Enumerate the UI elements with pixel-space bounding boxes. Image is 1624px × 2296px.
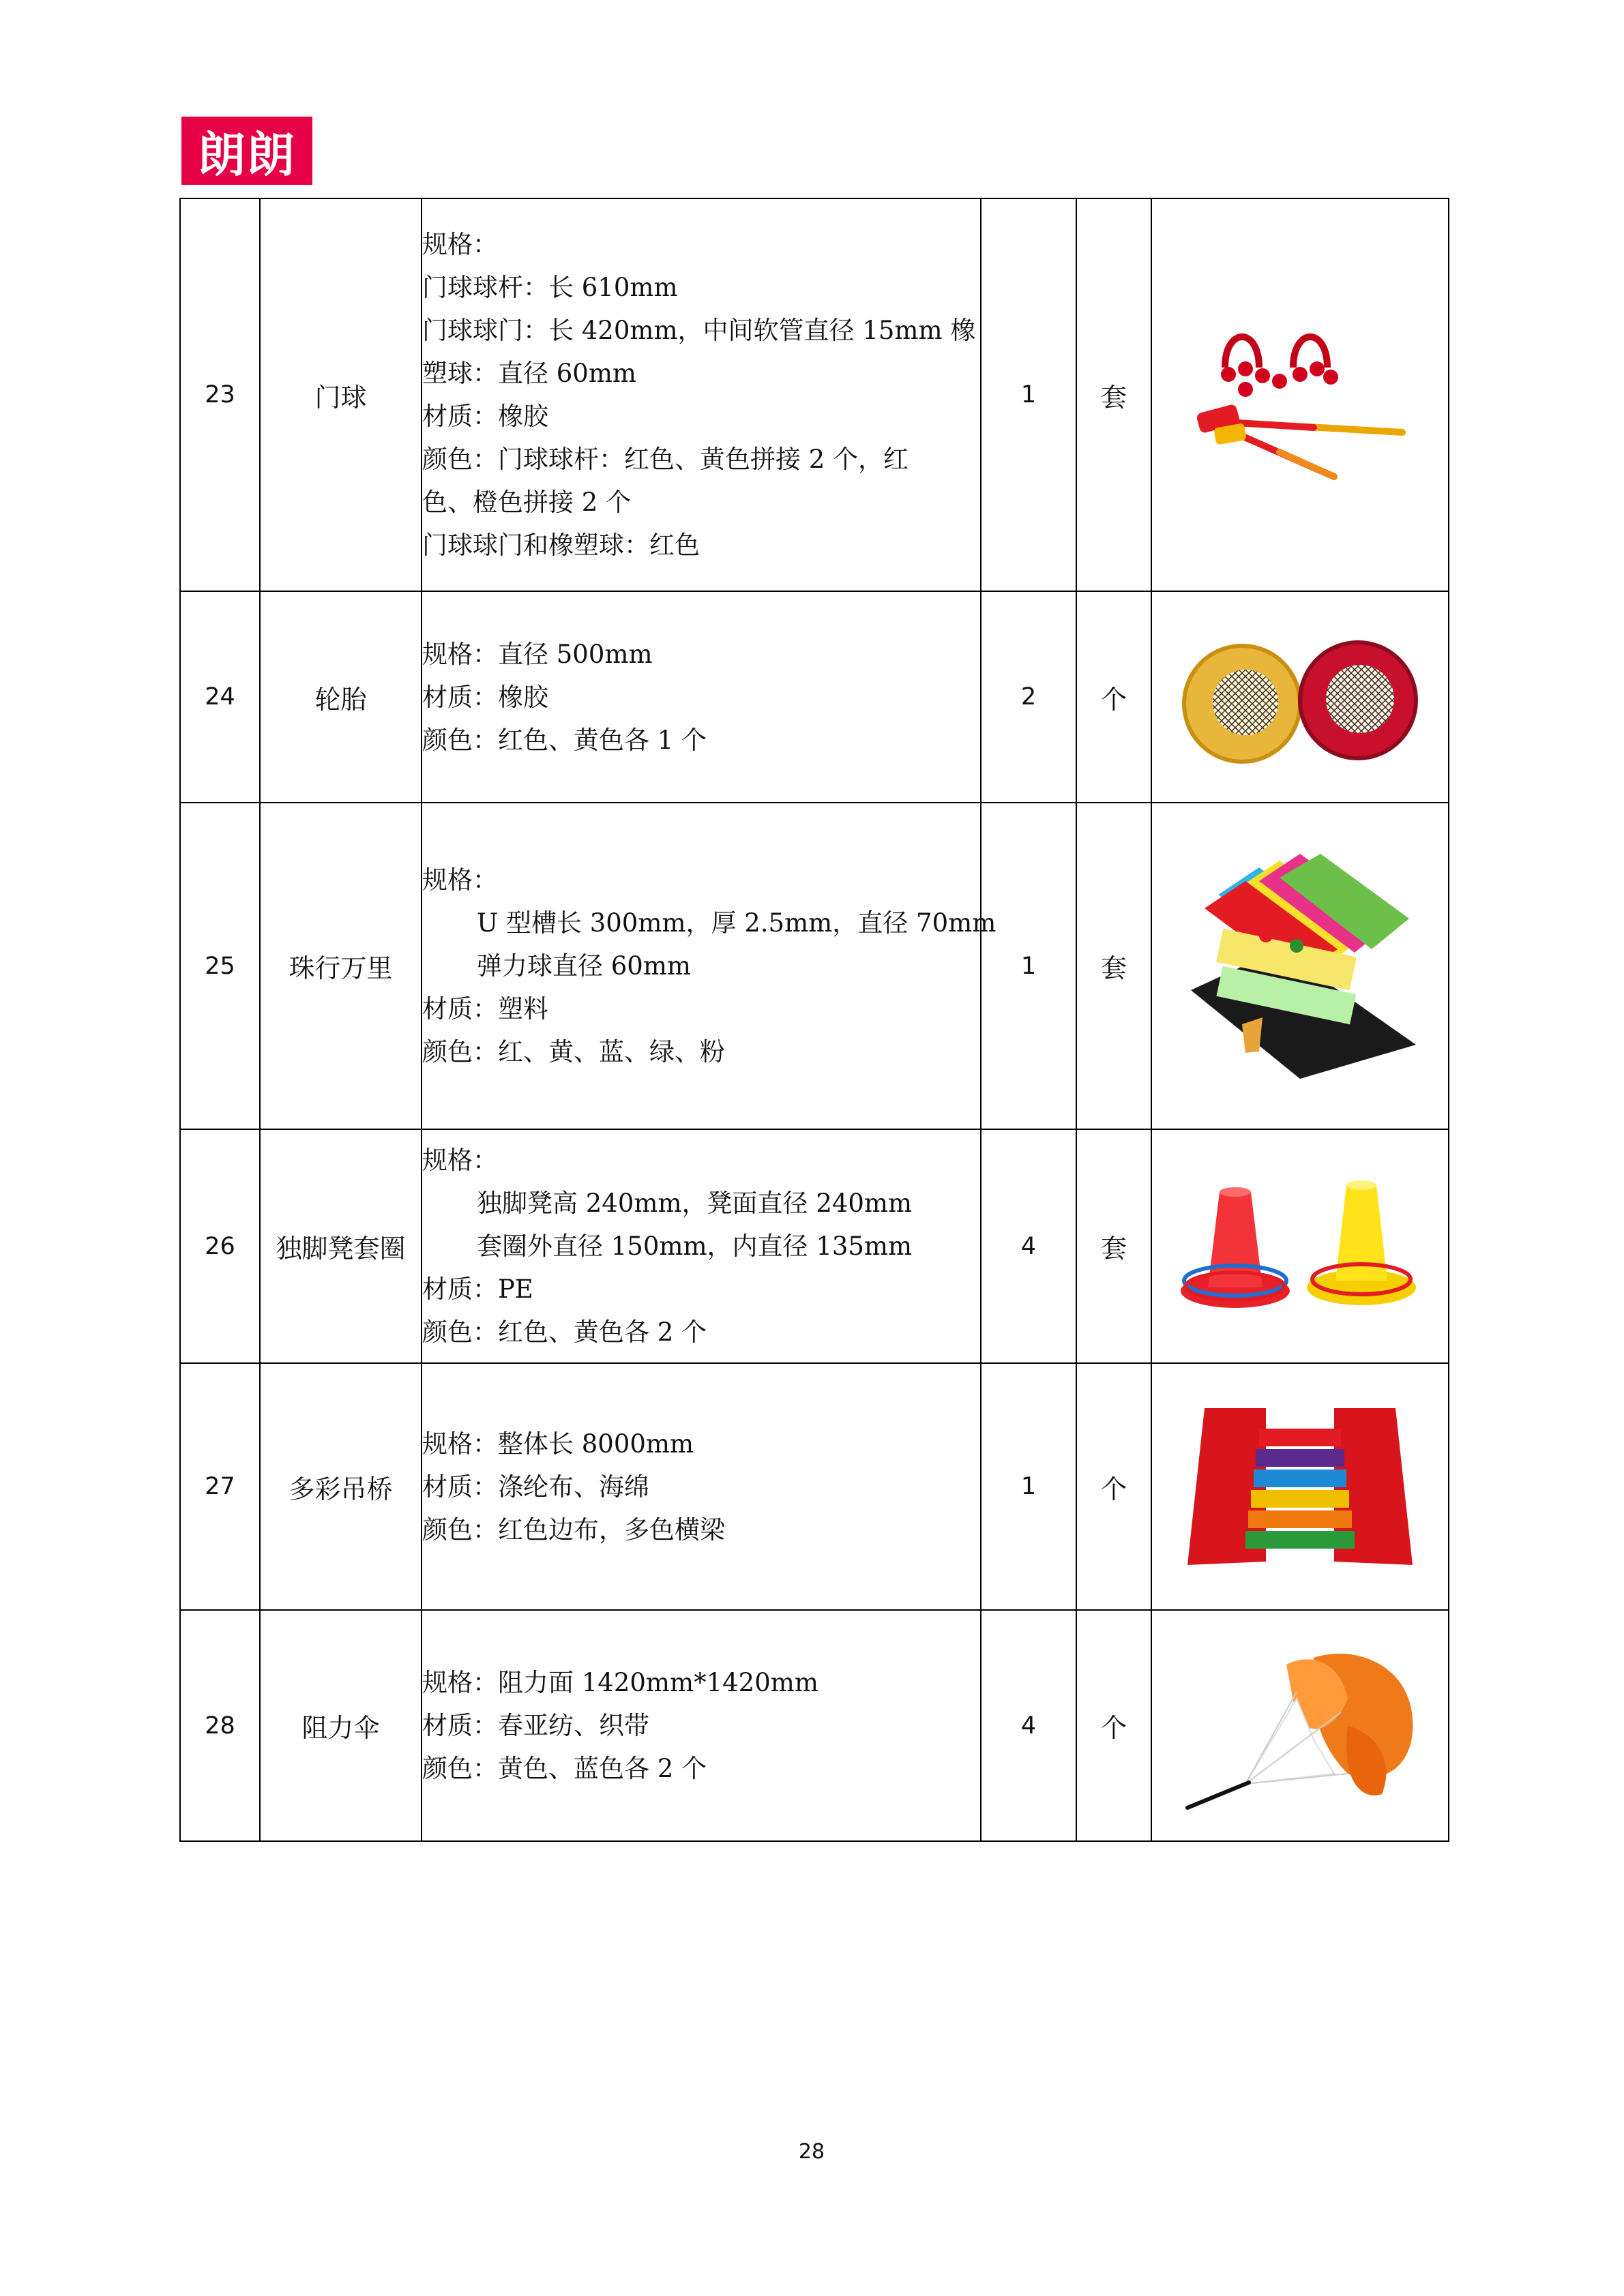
item-image-cell — [1151, 1610, 1449, 1841]
description-line: 颜色：门球球杆：红色、黄色拼接 2 个，红 — [422, 445, 909, 474]
item-name: 门球 — [260, 198, 422, 591]
description-line: 材质：PE — [422, 1274, 533, 1304]
description-line: 规格：直径 500mm — [422, 639, 653, 669]
item-quantity: 1 — [981, 198, 1076, 591]
item-quantity: 4 — [981, 1610, 1076, 1841]
table-row — [180, 198, 1449, 591]
description-line: 颜色：黄色、蓝色各 2 个 — [422, 1754, 707, 1783]
item-description — [422, 591, 981, 803]
item-description — [422, 1363, 981, 1610]
item-name: 珠行万里 — [260, 803, 422, 1129]
item-quantity: 2 — [981, 591, 1076, 803]
item-unit: 个 — [1076, 591, 1151, 803]
item-description — [422, 1129, 981, 1363]
description-line: 颜色：红色边布，多色横梁 — [422, 1515, 725, 1545]
item-quantity: 4 — [981, 1129, 1076, 1363]
description-line: 独脚凳高 240mm，凳面直径 240mm — [477, 1189, 913, 1218]
description-line: 颜色：红色、黄色各 2 个 — [422, 1317, 707, 1347]
item-number: 26 — [180, 1129, 260, 1363]
table-row — [180, 803, 1449, 1129]
u-channel-set-photo — [1177, 854, 1423, 1079]
item-number: 23 — [180, 198, 260, 591]
description-line: 规格：阻力面 1420mm*1420mm — [422, 1668, 818, 1697]
item-description — [422, 198, 981, 591]
description-line: 规格： — [422, 865, 498, 895]
description-line: 材质：橡胶 — [422, 402, 548, 431]
table-row — [180, 1363, 1449, 1610]
item-image-cell — [1151, 1363, 1449, 1610]
item-number: 28 — [180, 1610, 260, 1841]
description-line: 门球球门和橡塑球：红色 — [422, 531, 700, 560]
item-unit: 套 — [1076, 198, 1151, 591]
item-name: 轮胎 — [260, 591, 422, 803]
description-line: 套圈外直径 150mm，内直径 135mm — [477, 1232, 913, 1261]
table-row — [180, 1610, 1449, 1841]
description-line: 规格：整体长 8000mm — [422, 1429, 694, 1459]
item-number: 24 — [180, 591, 260, 803]
description-line: 颜色：红色、黄色各 1 个 — [422, 725, 707, 755]
page-number: 28 — [798, 2140, 825, 2164]
item-image-cell — [1151, 198, 1449, 591]
tire-photo — [1177, 629, 1423, 765]
item-quantity: 1 — [981, 803, 1076, 1129]
description-line: 材质：春亚纺、织带 — [422, 1711, 649, 1740]
description-line: 门球球杆：长 610mm — [422, 273, 678, 302]
table-row — [180, 591, 1449, 803]
description-line: 塑球：直径 60mm — [422, 359, 637, 388]
gateball-set-photo — [1177, 306, 1423, 483]
item-name: 独脚凳套圈 — [260, 1129, 422, 1363]
description-line: 材质：涤纶布、海绵 — [422, 1472, 649, 1502]
description-line: 材质：橡胶 — [422, 682, 548, 712]
description-line: 颜色：红、黄、蓝、绿、粉 — [422, 1037, 725, 1067]
brand-logo: 朗朗 — [181, 117, 312, 185]
item-unit: 套 — [1076, 1129, 1151, 1363]
description-line: 门球球门：长 420mm，中间软管直径 15mm 橡 — [422, 316, 976, 345]
rainbow-bridge-photo — [1177, 1401, 1423, 1572]
item-number: 27 — [180, 1363, 260, 1610]
item-name: 多彩吊桥 — [260, 1363, 422, 1610]
item-name: 阻力伞 — [260, 1610, 422, 1841]
item-quantity: 1 — [981, 1363, 1076, 1610]
item-image-cell — [1151, 803, 1449, 1129]
item-description — [422, 803, 996, 1129]
description-line: 色、橙色拼接 2 个 — [422, 488, 632, 517]
description-line: U 型槽长 300mm，厚 2.5mm，直径 70mm — [477, 908, 996, 938]
item-unit: 个 — [1076, 1363, 1151, 1610]
description-line: 规格： — [422, 230, 498, 259]
item-number: 25 — [180, 803, 260, 1129]
item-description — [422, 1610, 981, 1841]
description-line: 材质：塑料 — [422, 994, 548, 1024]
cone-ring-photo — [1170, 1178, 1430, 1315]
item-unit: 个 — [1076, 1610, 1151, 1841]
description-line: 弹力球直径 60mm — [477, 951, 692, 981]
product-spec-table — [179, 198, 1449, 1842]
description-line: 规格： — [422, 1146, 498, 1175]
item-image-cell — [1151, 591, 1449, 803]
item-unit: 套 — [1076, 803, 1151, 1129]
table-row — [180, 1129, 1449, 1363]
item-image-cell — [1151, 1129, 1449, 1363]
resistance-parachute-photo — [1177, 1637, 1423, 1815]
